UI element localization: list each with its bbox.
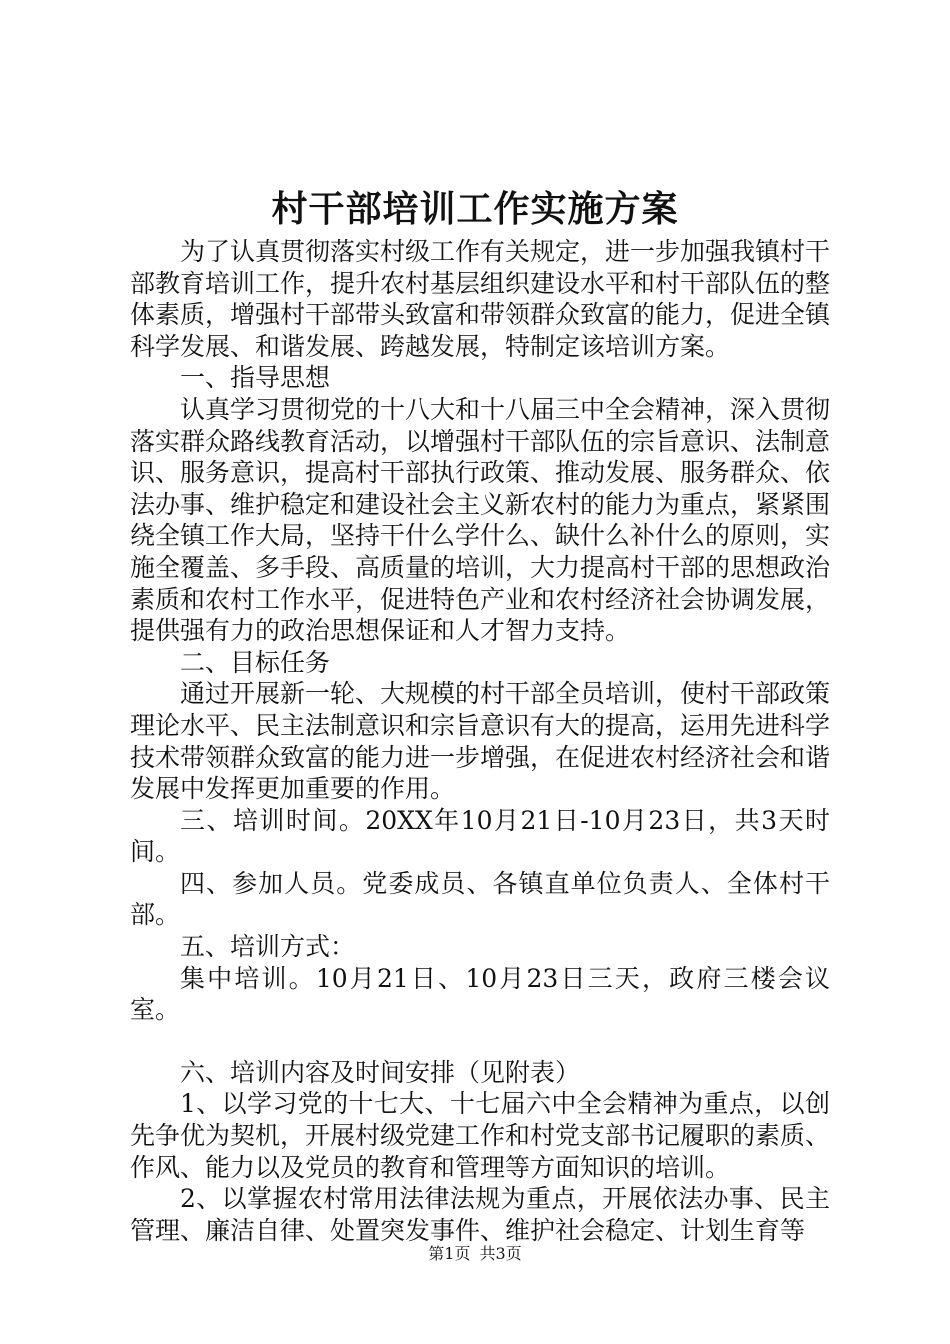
participants-paragraph: 四、参加人员。党委成员、各镇直单位负责人、全体村干部。 — [130, 868, 830, 930]
intro-paragraph: 为了认真贯彻落实村级工作有关规定，进一步加强我镇村干部教育培训工作，提升农村基层组织建设水平和村干部队伍的整体素质，增强村干部带头致富和带领群众致富的能力，促进全镇科学发展、和谐发展、跨越发展，特制定该培训方案。 — [130, 237, 831, 361]
training-time-paragraph: 三、培训时间。20XX年10月21日-10月23日，共3天时间。 — [130, 805, 830, 867]
section-heading-training-content: 六、培训内容及时间安排（见附表） — [180, 1057, 581, 1087]
page-total: 共3页 — [479, 1244, 522, 1263]
guiding-ideology-paragraph: 认真学习贯彻党的十八大和十八届三中全会精神，深入贯彻落实群众路线教育活动，以增强村干部队伍的宗旨意识、法制意识、服务意识，提高村干部执行政策、推动发展、服务群众、依法办事、维护稳定和建设社会主义新农村的能力为重点，紧紧围绕全镇工作大局，坚持干什么学什么、缺什么补什么的原则，实施全覆盖、多手段、高质量的培训，大力提高村干部的思想政治素质和农村工作水平，促进特色产业和农村经济社会协调发展，提供强有力的政治思想保证和人才智力支持。 — [130, 394, 831, 646]
document-body — [130, 236, 830, 1246]
section-heading-training-method: 五、培训方式： — [180, 932, 356, 962]
content-item-1: 1、以学习党的十七大、十七届六中全会精神为重点，以创先争优为契机，开展村级党建工作和村党支部书记履职的素质、作风、能力以及党员的教育和管理等方面知识的培训。 — [130, 1089, 831, 1182]
document-title: 村干部培训工作实施方案 — [271, 188, 679, 230]
page-footer — [0, 1244, 950, 1264]
training-method-paragraph: 集中培训。10月21日、10月23日三天，政府三楼会议室。 — [130, 963, 830, 1025]
objectives-paragraph: 通过开展新一轮、大规模的村干部全员培训，使村干部政策理论水平、民主法制意识和宗旨意识有大的提高，运用先进科学技术带领群众致富的能力进一步增强，在促进农村经济社会和谐发展中发挥更加重要的作用。 — [130, 679, 831, 804]
section-heading-guiding-ideology: 一、指导思想 — [180, 363, 331, 393]
page-number: 第1页 — [428, 1244, 471, 1263]
content-item-2: 2、以掌握农村常用法律法规为重点，开展依法办事、民主管理、廉洁自律、处置突发事件、维护社会稳定、计划生育等 — [130, 1184, 830, 1245]
paragraph-spacer — [130, 1026, 830, 1057]
section-heading-objectives: 二、目标任务 — [180, 647, 331, 677]
